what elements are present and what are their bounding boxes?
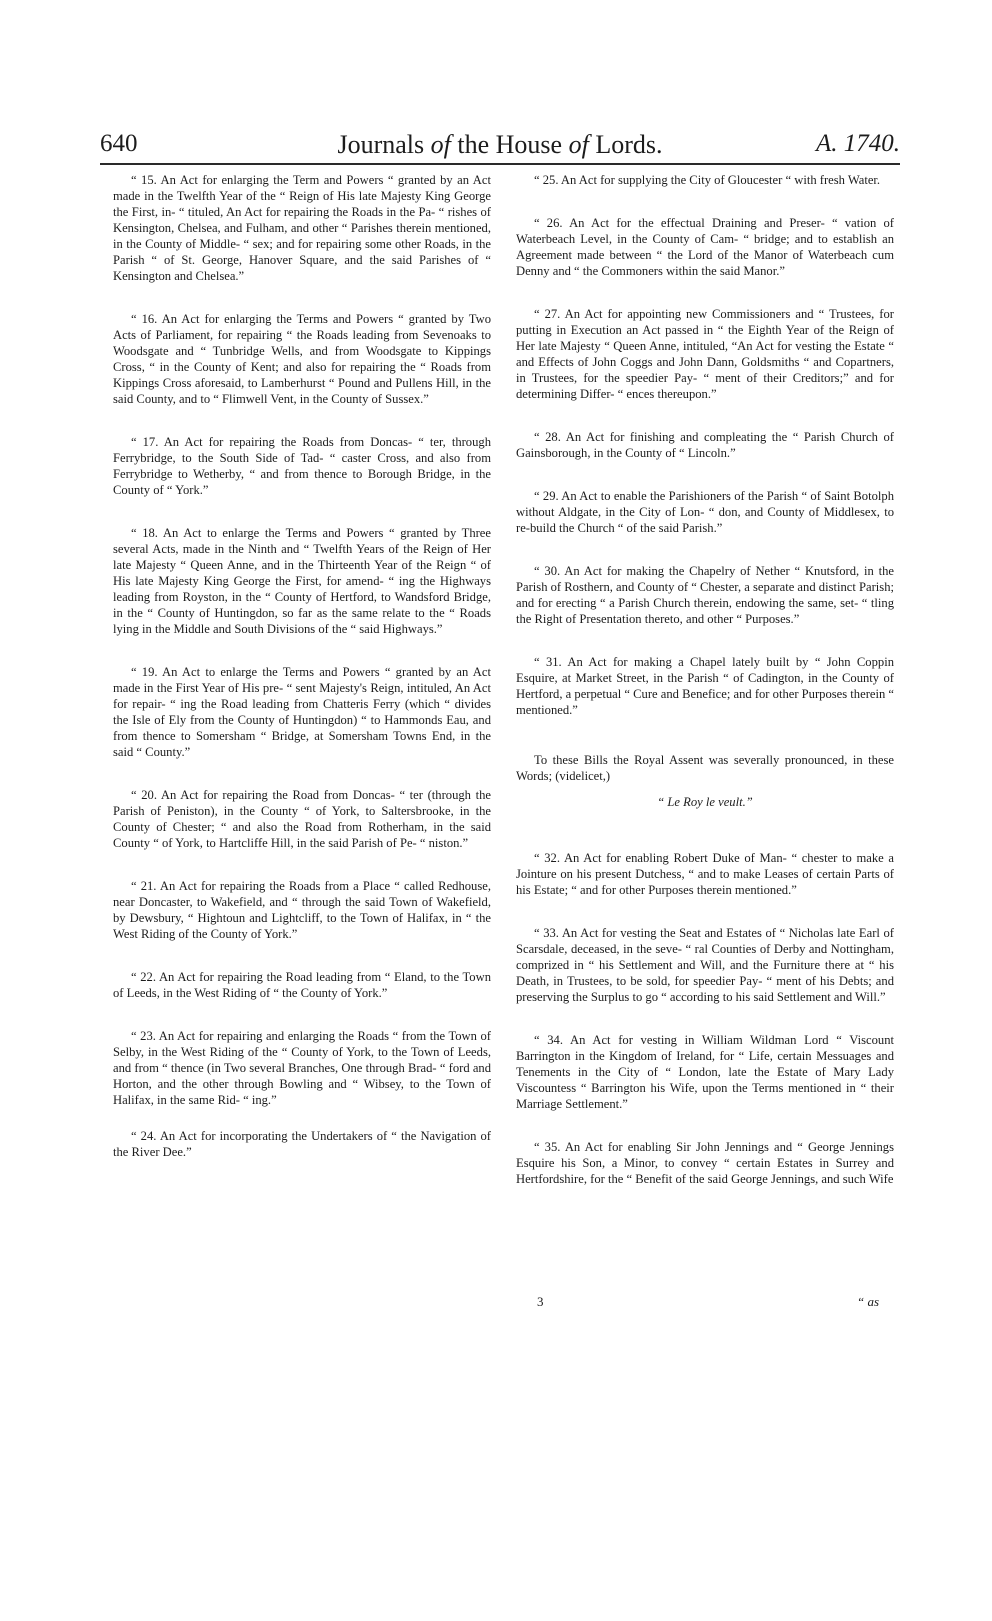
- act-entry-22: “ 22. An Act for repairing the Road leading from “ Eland, to the Town of Leeds, in the West Riding of “ the County of York.”: [113, 970, 491, 1000]
- act-entry-35: “ 35. An Act for enabling Sir John Jennings and “ George Jennings Esquire his Son, a Minor, to convey “ certain Estates in Surrey and Hertfordshire, for the “ Benefit of the said George Jennings, and such Wife: [516, 1140, 894, 1186]
- title-lords: Lords.: [595, 130, 663, 159]
- act-entry-27: “ 27. An Act for appointing new Commissioners and “ Trustees, for putting in Execution an Act passed in “ the Eighth Year of the Reign of Her late Majesty “ Queen Anne, intituled, “An Act for vesting the Estate “ and Effects of John Coggs and John Dann, Goldsmiths “ and Copartners, in Trustees, for the speedier Pay- “ ment of their Creditors;” and for determining Differ- “ ences thereupon.”: [516, 307, 894, 401]
- act-entry-21: “ 21. An Act for repairing the Roads from a Place “ called Redhouse, near Doncaster, to Wakefield, and “ through the said Town of Wakefield, by Dewsbury, “ Hightoun and Lightcliff, to the Town of Halifax, in “ the West Riding of the County of York.”: [113, 879, 491, 941]
- act-entry-20: “ 20. An Act for repairing the Road from Doncas- “ ter (through the Parish of Peniston), in the County “ of York, to Saltersbrooke, in the County of Chester; “ and also the Road from Rotherham, in the said County “ of York, to Hartcliffe Hill, in the said Parish of Pe- “ niston.”: [113, 788, 491, 850]
- act-entry-19: “ 19. An Act to enlarge the Terms and Powers “ granted by an Act made in the First Year of His pre- “ sent Majesty's Reign, intituled, An Act for repair- “ ing the Road leading from Chatteris Ferry (which “ divides the Isle of Ely from the County of Huntingdon) “ to Hammonds Eau, and from thence to Somersham “ Bridge, at Somersham Towns End, in the said “ County.”: [113, 665, 491, 759]
- act-entry-26: “ 26. An Act for the effectual Draining and Preser- “ vation of Waterbeach Level, in the County of Cam- “ bridge; and to establish an Agreement made between “ the Lord of the Manor of Waterbeach cum Denny and “ the Commoners within the said Manor.”: [516, 216, 894, 278]
- page-number: 640: [100, 130, 138, 157]
- title-journals: Journals: [337, 130, 425, 159]
- title-of-2: of: [568, 130, 589, 159]
- act-entry-33: “ 33. An Act for vesting the Seat and Estates of “ Nicholas late Earl of Scarsdale, deceased, in the seve- “ ral Counties of Derby and Nottingham, comprized in “ his Settlement and Will, and the Furniture there at “ his Death, in Trustees, to be sold, for speedier Pay- “ ment of his Debts; and preserving the Surplus to go “ according to his said Settlement and Will.”: [516, 926, 894, 1004]
- royal-assent-line: To these Bills the Royal Assent was severally pronounced, in these Words; (videlicet,): [516, 753, 894, 783]
- act-entry-16: “ 16. An Act for enlarging the Terms and Powers “ granted by Two Acts of Parliament, for repairing “ the Roads leading from Sevenoaks to Woodsgate and “ Tunbridge Wells, and from Woodsgate to Kippings Cross, “ in the County of Kent; and also for repairing the “ Roads from Kippings Cross aforesaid, to Lamberhurst “ Pound and Pullens Hill, in the said County, and to “ Flimwell Vent, in the County of Sussex.”: [113, 312, 491, 406]
- title-of: of: [430, 130, 451, 159]
- title-the: the: [457, 130, 490, 159]
- header-rule: [100, 163, 900, 165]
- act-entry-28: “ 28. An Act for finishing and compleating the “ Parish Church of Gainsborough, in the County of “ Lincoln.”: [516, 430, 894, 460]
- left-column: [113, 172, 491, 1160]
- title-house: House: [495, 130, 563, 159]
- act-entry-24: “ 24. An Act for incorporating the Undertakers of “ the Navigation of the River Dee.”: [113, 1129, 491, 1159]
- act-entry-34: “ 34. An Act for vesting in William Wildman Lord “ Viscount Barrington in the Kingdom of Ireland, for “ Life, certain Messuages and Tenements in the City of “ London, late the Estate of Mary Lady Viscountess “ Barrington his Wife, upon the Terms mentioned in “ their Marriage Settlement.”: [516, 1033, 894, 1111]
- act-entry-25: “ 25. An Act for supplying the City of Gloucester “ with fresh Water.: [534, 173, 881, 187]
- act-entry-17: “ 17. An Act for repairing the Roads from Doncas- “ ter, through Ferrybridge, to the South Side of Tad- “ caster Cross, and also from Ferrybridge to Wetherby, “ and from thence to Borough Bridge, in the County of “ York.”: [113, 435, 491, 497]
- year: A. 1740.: [815, 130, 900, 157]
- act-entry-30: “ 30. An Act for making the Chapelry of Nether “ Knutsford, in the Parish of Rosthern, and County of “ Chester, a separate and distinct Parish; and for erecting “ a Parish Church therein, endowing the same, set- “ tling the Right of Presentation thereto, and other “ Purposes.”: [516, 564, 894, 626]
- act-entry-15: “ 15. An Act for enlarging the Term and Powers “ granted by an Act made in the Twelfth Year of the “ Reign of His late Majesty King George the First, in- “ tituled, An Act for repairing the Roads in the Pa- “ rishes of Kensington, Chelsea, and Fulham, and other “ Parishes therein mentioned, in the County of Middle- “ sex; and for repairing some other Roads, in the Parish “ of St. George, Hanover Square, and the said Parishes of “ Kensington and Chelsea.”: [113, 173, 491, 283]
- royal-assent-formula: “ Le Roy le veult.”: [657, 795, 753, 809]
- act-entry-32: “ 32. An Act for enabling Robert Duke of Man- “ chester to make a Jointure on his present Dutchess, “ and to make Leases of certain Parts of his Estate; “ and for other Purposes therein mentioned.”: [516, 851, 894, 897]
- right-column: [516, 172, 894, 1187]
- catchword: “ as: [857, 1294, 880, 1309]
- act-entry-18: “ 18. An Act to enlarge the Terms and Powers “ granted by Three several Acts, made in the Ninth and “ Twelfth Years of the Reign of Her late Majesty “ Queen Anne, and in the Thirteenth Year of the Reign “ of His late Majesty King George the First, for amend- “ ing the Highways leading from Royston, in the “ County of Hertford, to Wandsford Bridge, in the “ County of Huntingdon, so far as the same relate to the “ Roads lying in the Middle and South Divisions of the “ said Highways.”: [113, 526, 491, 636]
- signature-mark: 3: [537, 1294, 544, 1309]
- act-entry-23: “ 23. An Act for repairing and enlarging the Roads “ from the Town of Selby, in the West Riding of the “ County of York, to the Town of Leeds, and from “ thence (in Two several Branches, One through Brad- “ ford and Horton, and the other through Bowling and “ Wibsey, to the Town of Halifax, in the same Rid- “ ing.”: [113, 1029, 491, 1107]
- act-entry-29: “ 29. An Act to enable the Parishioners of the Parish “ of Saint Botolph without Aldgate, in the City of Lon- “ don, and County of Middlesex, to re-build the Church “ of the said Parish.”: [516, 489, 894, 535]
- act-entry-31: “ 31. An Act for making a Chapel lately built by “ John Coppin Esquire, at Market Street, in the Parish “ of Cadington, in the County of Hertford, a perpetual “ Cure and Benefice; and for other Purposes therein “ mentioned.”: [516, 655, 895, 717]
- running-title: [100, 130, 900, 160]
